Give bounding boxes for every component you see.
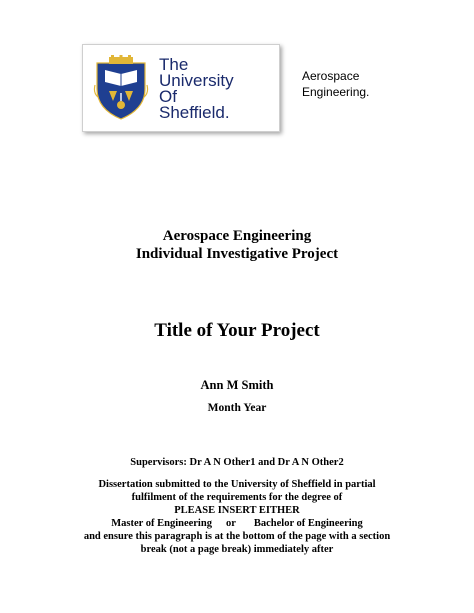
university-name-line: The <box>159 55 189 74</box>
dissertation-statement <box>0 478 474 556</box>
degree-option-bachelor: Bachelor of Engineering <box>253 518 363 529</box>
project-title: Title of Your Project <box>154 320 320 341</box>
course-line-1: Aerospace Engineering <box>162 228 312 244</box>
university-name-line: Of <box>159 87 177 106</box>
dissertation-line-5: and ensure this paragraph is at the bottom of the page with a section <box>83 531 391 542</box>
supervisors-line: Supervisors: Dr A N Other1 and Dr A N Other2 <box>130 457 344 468</box>
department-line: Aerospace <box>302 69 360 83</box>
submission-date: Month Year <box>207 402 267 414</box>
course-heading <box>0 227 474 263</box>
dissertation-line-1: Dissertation submitted to the University of Sheffield in partial <box>98 479 376 490</box>
dissertation-line-6: break (not a page break) immediately after <box>140 544 334 555</box>
department-name <box>302 68 369 100</box>
dissertation-line-3: PLEASE INSERT EITHER <box>174 505 300 516</box>
degree-or: or <box>225 518 236 529</box>
university-logo <box>82 44 280 132</box>
degree-options <box>0 517 474 530</box>
university-name-line: Sheffield. <box>159 103 230 122</box>
dissertation-line-2: fulfilment of the requirements for the degree of <box>131 492 343 503</box>
course-line-2: Individual Investigative Project <box>135 246 339 262</box>
university-crest-icon <box>93 55 149 121</box>
university-name <box>159 57 234 121</box>
author-name: Ann M Smith <box>200 378 274 392</box>
department-line: Engineering. <box>302 85 370 99</box>
university-name-line: University <box>159 71 234 90</box>
degree-option-master: Master of Engineering <box>111 518 212 529</box>
